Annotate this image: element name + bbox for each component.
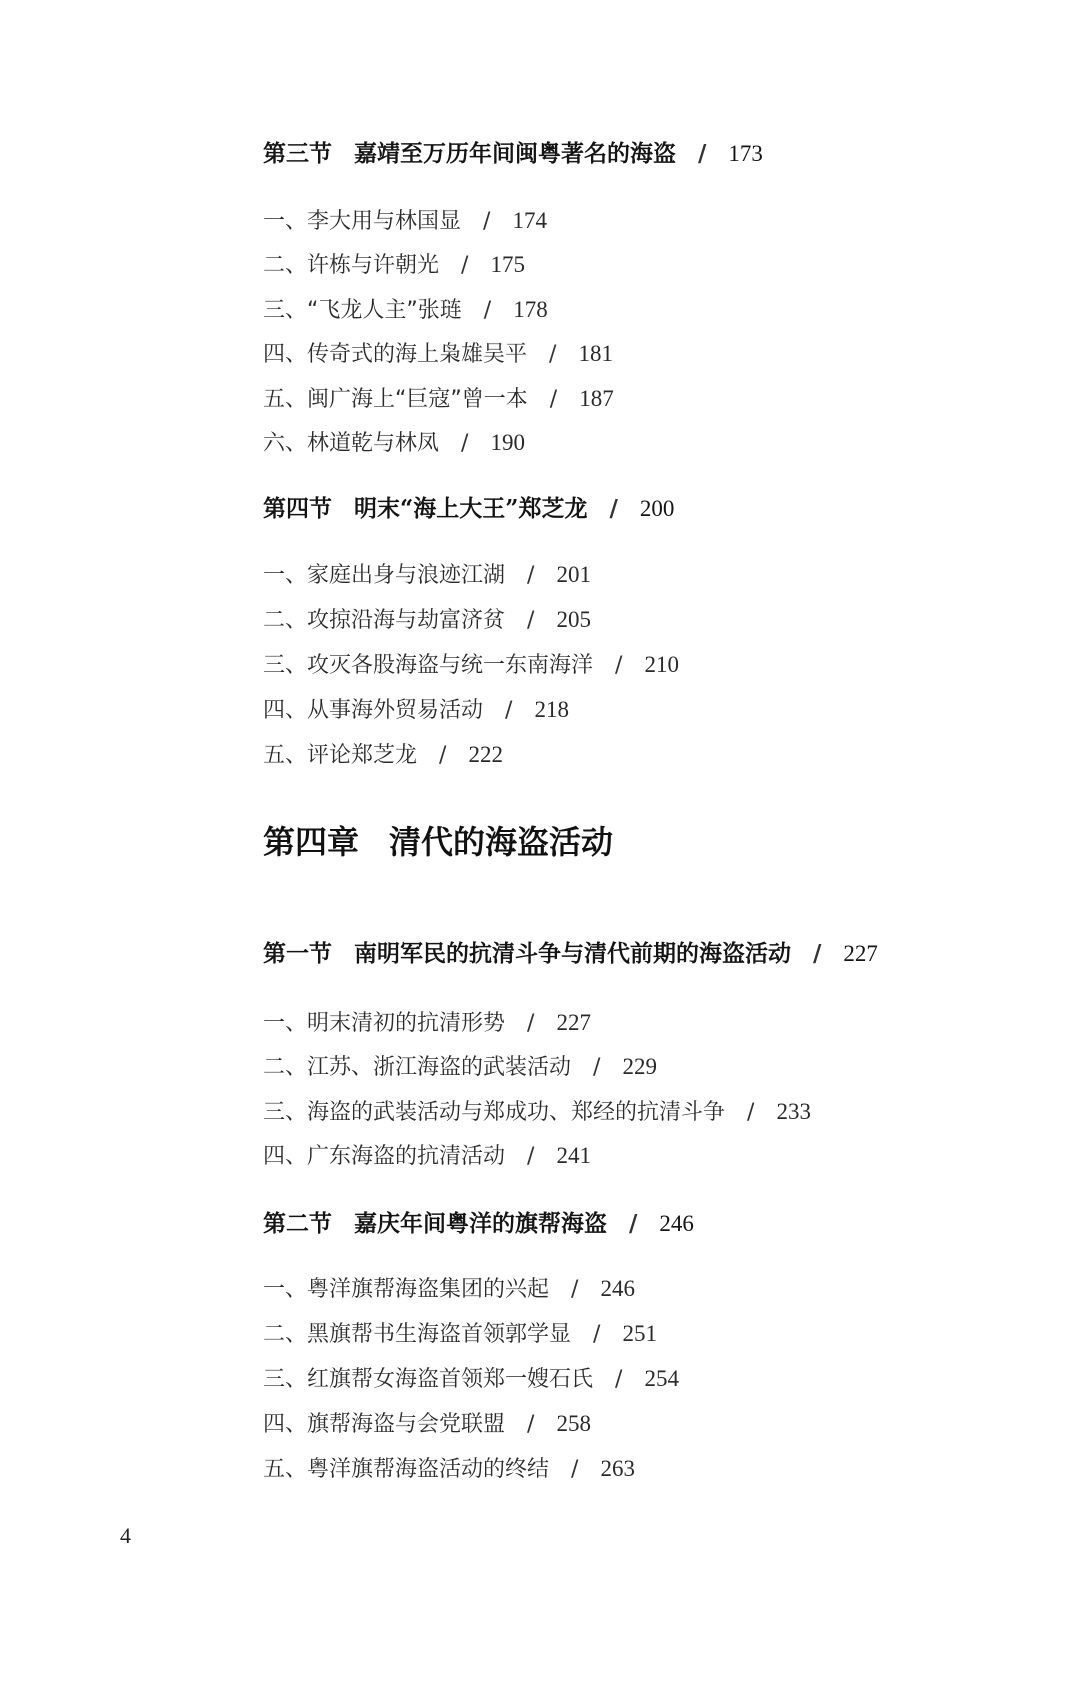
toc-item (263, 342, 613, 366)
toc-section-heading (263, 497, 674, 520)
toc-separator: / (571, 1457, 579, 1482)
toc-entry-title: 一、家庭出身与浪迹江湖 (263, 563, 506, 588)
toc-separator: / (549, 342, 557, 367)
toc-page-number: 246 (600, 1276, 635, 1301)
toc-entry-title: 二、江苏、浙江海盗的武装活动 (263, 1055, 572, 1080)
toc-item (263, 653, 679, 677)
toc-entry-title: 三、攻灭各股海盗与统一东南海洋 (263, 653, 594, 678)
toc-item (263, 253, 525, 277)
toc-page-number: 205 (556, 607, 591, 632)
toc-page-number: 233 (776, 1099, 811, 1124)
toc-page-number: 187 (579, 386, 614, 411)
toc-separator: / (461, 431, 469, 456)
toc-chapter-heading (263, 823, 614, 861)
toc-separator: / (615, 653, 623, 678)
toc-page-number: 174 (512, 208, 547, 233)
toc-separator: / (747, 1100, 755, 1125)
toc-entry-title: 五、评论郑芝龙 (263, 743, 418, 768)
toc-page-number: 229 (622, 1054, 657, 1079)
toc-entry-title: 三、海盗的武装活动与郑成功、郑经的抗清斗争 (263, 1100, 726, 1125)
toc-item (263, 1367, 679, 1391)
toc-separator: / (461, 253, 469, 278)
toc-item (263, 1055, 657, 1079)
toc-item (263, 1100, 811, 1124)
toc-entry-title: 二、许栋与许朝光 (263, 253, 440, 278)
toc-page-number: 227 (556, 1010, 591, 1035)
toc-section-heading (263, 942, 878, 965)
toc-entry-title: 明末“海上大王”郑芝龙 (354, 495, 588, 522)
toc-page-number: 175 (490, 252, 525, 277)
toc-page-number: 258 (556, 1411, 591, 1436)
toc-page-number: 190 (490, 430, 525, 455)
toc-item (263, 1322, 657, 1346)
toc-entry-title: 五、闽广海上“巨寇”曾一本 (263, 387, 528, 412)
toc-page-number: 246 (659, 1211, 694, 1236)
toc-separator: / (527, 608, 535, 633)
toc-separator: / (549, 387, 558, 412)
toc-separator: / (527, 1144, 535, 1169)
toc-entry-title: 一、明末清初的抗清形势 (263, 1011, 506, 1036)
toc-entry-title: 清代的海盗活动 (389, 823, 614, 861)
toc-page-number: 227 (843, 941, 878, 966)
toc-entry-title: 二、黑旗帮书生海盗首领郭学显 (263, 1322, 572, 1347)
toc-entry-title: 一、粤洋旗帮海盗集团的兴起 (263, 1277, 550, 1302)
toc-separator: / (483, 298, 492, 323)
toc-entry-title: 三、红旗帮女海盗首领郑一嫂石氏 (263, 1367, 594, 1392)
toc-entry-title: 四、广东海盗的抗清活动 (263, 1144, 506, 1169)
toc-separator: / (609, 495, 618, 522)
toc-item (263, 1277, 635, 1301)
toc-entry-title: 四、旗帮海盗与会党联盟 (263, 1412, 506, 1437)
toc-separator: / (483, 209, 491, 234)
toc-item (263, 298, 548, 322)
toc-entry-title: 一、李大用与林国显 (263, 209, 462, 234)
toc-page-number: 251 (622, 1321, 657, 1346)
toc-page-number: 178 (513, 297, 548, 322)
toc-separator: / (698, 140, 707, 167)
toc-entry-label: 第四节 (263, 495, 332, 522)
toc-entry-title: 六、林道乾与林凤 (263, 431, 440, 456)
toc-page-number: 241 (556, 1143, 591, 1168)
toc-section-heading (263, 1212, 694, 1235)
toc-entry-title: 五、粤洋旗帮海盗活动的终结 (263, 1457, 550, 1482)
toc-separator: / (505, 698, 513, 723)
toc-entry-title: 四、传奇式的海上枭雄吴平 (263, 342, 528, 367)
toc-entry-label: 第二节 (263, 1210, 332, 1237)
toc-section-heading (263, 142, 763, 165)
toc-separator: / (593, 1322, 601, 1347)
toc-item (263, 1011, 591, 1035)
toc-separator: / (527, 563, 535, 588)
toc-item (263, 1457, 635, 1481)
toc-item (263, 387, 614, 411)
toc-page-number: 263 (600, 1456, 635, 1481)
toc-item (263, 698, 569, 722)
toc-separator: / (527, 1412, 535, 1437)
toc-separator: / (813, 940, 822, 967)
toc-page-number: 210 (644, 652, 679, 677)
toc-item (263, 608, 591, 632)
toc-item (263, 209, 547, 233)
toc-page-number: 218 (534, 697, 569, 722)
toc-entry-label: 第一节 (263, 940, 332, 967)
toc-item (263, 1144, 591, 1168)
toc-item (263, 1412, 591, 1436)
toc-item (263, 431, 525, 455)
toc-page-number: 200 (639, 496, 675, 521)
toc-entry-title: 南明军民的抗清斗争与清代前期的海盗活动 (354, 940, 791, 967)
toc-separator: / (593, 1055, 601, 1080)
toc-item (263, 743, 503, 767)
toc-entry-title: 二、攻掠沿海与劫富济贫 (263, 608, 506, 633)
toc-entry-label: 第四章 (263, 823, 360, 861)
toc-entry-title: 嘉庆年间粤洋的旗帮海盗 (354, 1210, 607, 1237)
toc-entry-title: 嘉靖至万历年间闽粤著名的海盗 (354, 140, 676, 167)
page-number: 4 (120, 1523, 131, 1548)
toc-entry-title: 四、从事海外贸易活动 (263, 698, 484, 723)
toc-separator: / (571, 1277, 579, 1302)
toc-separator: / (439, 743, 447, 768)
toc-page-number: 173 (728, 141, 763, 166)
toc-separator: / (527, 1011, 535, 1036)
toc-page-number: 201 (556, 562, 591, 587)
toc-page-number: 254 (644, 1366, 679, 1391)
toc-entry-label: 第三节 (263, 140, 332, 167)
toc-item (263, 563, 591, 587)
toc-page-number: 181 (578, 341, 613, 366)
toc-entry-title: 三、“飞龙人主”张琏 (263, 298, 462, 323)
toc-separator: / (629, 1210, 638, 1237)
toc-separator: / (615, 1367, 623, 1392)
toc-page-number: 222 (468, 742, 503, 767)
